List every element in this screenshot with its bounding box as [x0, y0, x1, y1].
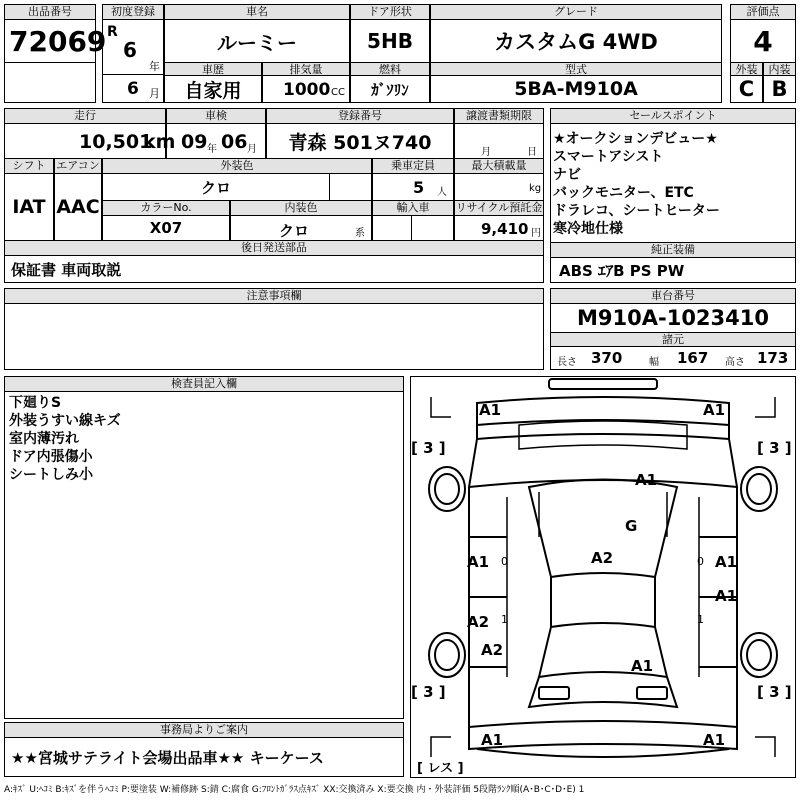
model: 5BA-M910A [430, 75, 722, 103]
score: 4 [730, 19, 796, 63]
office-label: 事務局よりご案内 [4, 722, 404, 738]
diag-front-right: A1 [703, 401, 726, 419]
door-type: 5HB [350, 19, 430, 63]
length: 370 [591, 349, 623, 367]
notes-label: 注意事項欄 [4, 288, 544, 304]
inspector-notes [4, 391, 404, 719]
first-reg-label: 初度登録 [102, 4, 164, 20]
inspection-year: 09 [181, 131, 208, 153]
transfer-month-unit: 月 [481, 147, 491, 158]
lot-number: 72069 [4, 19, 96, 63]
transfer-label: 譲渡書類期限 [454, 108, 544, 124]
int-color-box [230, 215, 372, 241]
import-box-2 [411, 215, 454, 241]
model-label: 型式 [430, 62, 722, 76]
diag-right-front-door: A1 [715, 553, 738, 571]
diag-left-rear-fender: A2 [481, 641, 504, 659]
mileage-label: 走行 [4, 108, 166, 124]
max-load-box [454, 173, 544, 201]
plate: 青森 501ヌ740 [266, 123, 454, 159]
transfer-box [454, 123, 544, 159]
spare-tire: [ レス ] [417, 761, 464, 776]
specs-box [550, 346, 796, 370]
color-no: X07 [102, 215, 230, 241]
displacement: 1000 [283, 80, 331, 100]
grade-label: グレード [430, 4, 722, 20]
int-color: クロ [279, 222, 310, 240]
displacement-unit: CC [331, 87, 345, 98]
inspector-note: 下廻りS [9, 395, 62, 411]
door-mark-icon: 1 [501, 613, 508, 626]
height-label: 高さ [725, 357, 745, 368]
int-score-label: 内装 [763, 62, 796, 76]
later-parts: 保証書 車両取説 [4, 255, 544, 283]
car-outline [411, 377, 795, 777]
inspector-label: 検査員記入欄 [4, 376, 404, 392]
inspector-note: 室内薄汚れ [9, 431, 79, 447]
sales-point-item: ★オークションデビュー★ [553, 131, 718, 147]
diag-roof: A2 [591, 549, 614, 567]
length-label: 長さ [557, 357, 577, 368]
shift-label: シフト [4, 158, 54, 174]
legend: A:ｷｽﾞ U:ﾍｺﾐ B:ｷｽﾞを伴うﾍｺﾐ P:要塗装 W:補修跡 S:錆 C:腐食 G:ﾌﾛﾝﾄｶﾞﾗｽ点ｷｽﾞ XX:交換済み X:要交換 内・外装評価 5段階ﾗﾝｸ順(A･B･C･D･E) 1 [4, 785, 585, 795]
chassis-number: M910A-1023410 [550, 303, 796, 333]
tire-front-left: [ 3 ] [411, 439, 446, 457]
tire-rear-left: [ 3 ] [411, 683, 446, 701]
sales-point-item: バックモニター、ETC [553, 185, 694, 201]
diag-right-rear-door: A1 [715, 587, 738, 605]
max-load-label: 最大積載量 [454, 158, 544, 174]
tire-front-right: [ 3 ] [757, 439, 792, 457]
recycle-unit: 円 [531, 228, 541, 239]
plate-label: 登録番号 [266, 108, 454, 124]
capacity-unit: 人 [437, 187, 447, 198]
sales-point-item: 寒冷地仕様 [553, 221, 623, 237]
aircon-label: エアコン [54, 158, 102, 174]
tire-rear-right: [ 3 ] [757, 683, 792, 701]
lot-blank [4, 62, 96, 103]
sales-point-item: ドラレコ、シートヒーター [553, 203, 720, 219]
inspector-note: シートしみ小 [9, 467, 93, 483]
diag-rear-left: A1 [481, 731, 504, 749]
max-load-unit: kg [529, 183, 542, 194]
car-name-label: 車名 [164, 4, 350, 20]
height: 173 [757, 349, 789, 367]
first-reg-month-box [102, 74, 164, 103]
ext-color: クロ [102, 173, 330, 201]
int-color-unit: 系 [355, 228, 365, 239]
history-label: 車歴 [164, 62, 262, 76]
int-color-label: 内装色 [230, 200, 372, 216]
diag-rear-glass: A1 [631, 657, 654, 675]
displacement-label: 排気量 [262, 62, 350, 76]
mileage: 10,501 [79, 131, 153, 153]
equipment: ABS ｴｱB PS PW [550, 257, 796, 283]
sales-points-label: セールスポイント [550, 108, 796, 124]
capacity: 5 [413, 178, 425, 197]
diag-front-left: A1 [479, 401, 502, 419]
inspector-note: ドア内張傷小 [9, 449, 93, 465]
width: 167 [677, 349, 709, 367]
history: 自家用 [164, 75, 262, 103]
ext-score: C [730, 75, 763, 103]
first-reg-era: R [107, 24, 118, 40]
diag-windshield: G [625, 517, 638, 535]
first-reg-month: 6 [127, 79, 139, 99]
displacement-box [262, 75, 350, 103]
recycle: 9,410 [481, 220, 529, 238]
notes-area [4, 303, 544, 370]
car-name: ルーミー [164, 19, 350, 63]
mileage-unit: km [143, 131, 176, 153]
import-label: 輸入車 [372, 200, 454, 216]
mileage-box [4, 123, 176, 159]
first-reg-box [102, 19, 164, 75]
import-box-1 [372, 215, 412, 241]
inspection-label: 車検 [166, 108, 266, 124]
grade: カスタムG 4WD [430, 19, 722, 63]
chassis-label: 車台番号 [550, 288, 796, 304]
width-label: 幅 [649, 357, 659, 368]
score-label: 評価点 [730, 4, 796, 20]
office-message: ★★宮城サテライト会場出品車★★ キーケース [4, 737, 404, 777]
sales-point-item: ナビ [553, 167, 581, 183]
car-diagram [410, 376, 796, 778]
recycle-label: リサイクル預託金 [455, 201, 543, 214]
sales-point-item: スマートアシスト [553, 149, 664, 165]
diag-left-front-door: A1 [467, 553, 490, 571]
transfer-day-unit: 日 [527, 147, 537, 158]
recycle-box [454, 215, 544, 241]
inspection-box [166, 123, 266, 159]
ext-score-label: 外装 [730, 62, 763, 76]
diag-rear-right: A1 [703, 731, 726, 749]
color-no-label: カラーNo. [102, 200, 230, 216]
fuel-label: 燃料 [350, 62, 430, 76]
diag-hood: A1 [635, 471, 658, 489]
aircon: AAC [54, 173, 102, 241]
first-reg-year-unit: 年 [149, 60, 160, 73]
capacity-box [372, 173, 454, 201]
ext-color-label: 外装色 [102, 158, 372, 174]
inspector-note: 外装うすい線キズ [9, 413, 121, 429]
door-mark-icon: 0 [501, 555, 508, 568]
lot-label: 出品番号 [4, 4, 96, 20]
sales-points-list [550, 123, 796, 243]
equipment-label: 純正装備 [550, 242, 796, 258]
inspection-month: 06 [221, 131, 248, 153]
specs-label: 諸元 [550, 332, 796, 347]
door-label: ドア形状 [350, 4, 430, 20]
capacity-label: 乗車定員 [372, 158, 454, 174]
ext-color-blank [329, 173, 372, 201]
first-reg-month-unit: 月 [149, 87, 160, 100]
later-parts-label: 後日発送部品 [4, 240, 544, 256]
shift: IAT [4, 173, 54, 241]
door-mark-icon: 1 [697, 613, 704, 626]
door-mark-icon: 0 [697, 555, 704, 568]
inspection-month-unit: 月 [247, 144, 257, 155]
int-score: B [763, 75, 796, 103]
diag-left-rear-door: A2 [467, 613, 490, 631]
inspection-year-unit: 年 [207, 144, 217, 155]
fuel: ｶﾞｿﾘﾝ [350, 75, 430, 103]
first-reg-year: 6 [123, 38, 137, 62]
